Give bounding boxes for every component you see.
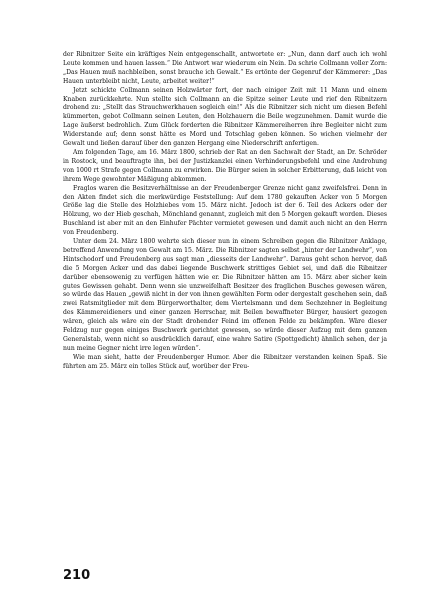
body-text xyxy=(63,51,387,372)
paragraph: Fraglos waren die Besitzverhältnisse an der Freudenberger Grenze nicht ganz zweifelsfrei. Denn in den Akten findet sich die merkwürdige Feststellung: Auf dem 1780 gekauften Acker von 5 Morgen Größe lag die Stelle des Holzhiebes vom 15. März nicht. Jedoch ist der 6. Teil des Ackers oder der Hölzung, wo der Hieb geschah, Mönchland genannt, zugleich mit den 5 Morgen gekauft worden. Dieses Buschland ist aber mit an den Einhufer Pächter vermietet gewesen und damit auch nicht an den Herrn von Freudenberg. xyxy=(63,184,387,237)
paragraph: Jetzt schickte Collmann seinen Holzwärter fort, der nach einiger Zeit mit 11 Mann und einem Knaben zurückkehrte. Nun stellte sich Collmann an die Spitze seiner Leute und rief den Ribnitzern drohend zu: „Stellt das Strauchwerkhauen sogleich ein!“ Als die Ribnitzer sich nicht um diesen Befehl kümmerten, gebot Collmann seinen Leuten, den Holzhauern die Beile wegzunehmen. Damit wurde die Lage äußerst bedrohlich. Zum Glück forderten die Ribnitzer Kämmereiherren ihre Begleiter nicht zum Widerstande auf; denn sonst hätte es Mord und Totschlag geben können. So wichen vielmehr der Gewalt und ließen darauf über den ganzen Hergang eine Niederschrift anfertigen. xyxy=(63,86,387,148)
paragraph: der Ribnitzer Seite ein kräftiges Nein entgegenschallt, antwortete er: „Nun, dann darf auch ich wohl Leute kommen und hauen lassen.“ Die Antwort war wiederum ein Nein. Da schrie Collmann voller Zorn: „Das Hauen muß nachbleiben, sonst brauche ich Gewalt.“ Es ertönte der Gegenruf der Kämmerer: „Das Hauen unterbleibt nicht, Leute, arbeitet weiter!“ xyxy=(63,51,387,85)
page-number: 210 xyxy=(63,568,91,583)
paragraph: Unter dem 24. März 1800 wehrte sich dieser nun in einem Schreiben gegen die Ribnitzer Anklage, betreffend Anwendung von Gewalt am 15. März. Die Ribnitzer sagten selbst „hinter der Landwehr“, von Hintschodorf und Freudenberg aus sagt man „diesseits der Landwehr“. Daraus geht schon hervor, daß die 5 Morgen Acker und das dabei liegende Buschwerk strittiges Gebiet sei, und daß die Ribnitzer darüber ebensowenig zu verfügen hätten wie er. Die Ribnitzer hätten am 15. März aber sicher kein gutes Gewissen gehabt. Denn wenn sie unzweifelhaft Besitzer des fraglichen Busches gewesen wären, so würde das Hauen „gewiß nicht in der von ihnen gewählten Form oder dergestalt geschehen sein, daß zwei Ratsmitglieder mit dem Bürgerworthalter, dem Viertelsmann und dem Sechzehner in Begleitung des Kämmereidieners und einer ganzen Herrschar, mit Beilen bewaffneter Bürger, hausiert gezogen wären, gleich als wäre ein der Stadt drohender Feind im offenen Felde zu bekämpfen. Wäre dieser Feldzug nur gegen einiges Buschwerk gerichtet gewesen, so würde dieser Aufzug mit dem ganzen Generalstab, wenn nicht so ausdrücklich darauf, eine wahre Satire (Spottgedicht) ähnlich sehen, der ja nun meine Gegner nicht irre legen würden“. xyxy=(63,238,387,352)
paragraph: Wie man sieht, hatte der Freudenberger Humor. Aber die Ribnitzer verstanden keinen Spaß. Sie führten am 25. März ein tolles Stück auf, worüber der Freu- xyxy=(63,353,387,370)
paragraph: Am folgenden Tage, am 16. März 1800, schrieb der Rat an den Sachwalt der Stadt, an Dr. Schröder in Rostock, und beauftragte ihn, bei der Justizkanzlei einen Verhinderungsbefehl und eine Androhung von 1000 rt Strafe gegen Collmann zu erwirken. Die Bürger seien in solcher Erbitterung, daß leicht von ihrem Wege gewohnter Mäßigung abkommen. xyxy=(63,148,387,183)
